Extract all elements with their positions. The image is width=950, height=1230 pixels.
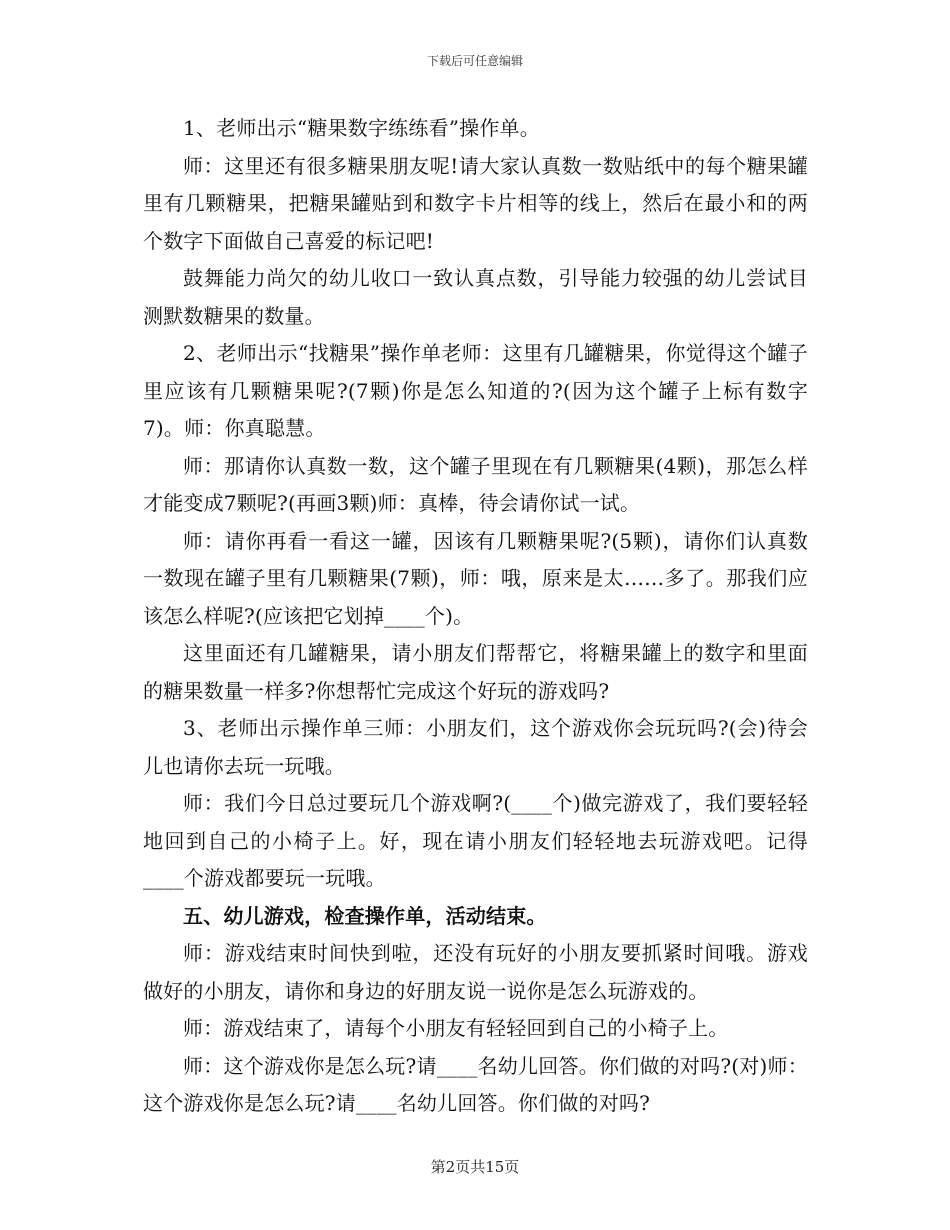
paragraph-5: 师：那请你认真数一数，这个罐子里现在有几颗糖果(4颗)，那怎么样才能变成7颗呢?(再画3颗)师：真棒，待会请你试一试。 bbox=[143, 453, 808, 515]
paragraph-2: 师：这里还有很多糖果朋友呢!请大家认真数一数贴纸中的每个糖果罐里有几颗糖果，把糖果罐贴到和数字卡片相等的线上，然后在最小和的两个数字下面做自己喜爱的标记吧! bbox=[143, 153, 808, 253]
paragraph-11: 师：游戏结束时间快到啦，还没有玩好的小朋友要抓紧时间哦。游戏做好的小朋友，请你和身边的好朋友说一说你是怎么玩游戏的。 bbox=[143, 941, 808, 1003]
paragraph-9: 师：我们今日总过要玩几个游戏啊?(____个)做完游戏了，我们要轻轻地回到自己的小椅子上。好，现在请小朋友们轻轻地去玩游戏吧。记得____个游戏都要玩一玩哦。 bbox=[143, 791, 808, 890]
page-header-note: 下载后可任意编辑 bbox=[426, 54, 523, 68]
paragraph-7: 这里面还有几罐糖果，请小朋友们帮帮它，将糖果罐上的数字和里面的糖果数量一样多?你想帮忙完成这个好玩的游戏吗? bbox=[143, 641, 808, 703]
paragraph-8: 3、老师出示操作单三师：小朋友们，这个游戏你会玩玩吗?(会)待会儿也请你去玩一玩哦。 bbox=[143, 716, 808, 778]
paragraph-13: 师：这个游戏你是怎么玩?请____名幼儿回答。你们做的对吗?(对)师：这个游戏你是怎么玩?请____名幼儿回答。你们做的对吗? bbox=[143, 1053, 808, 1115]
paragraph-12: 师：游戏结束了，请每个小朋友有轻轻回到自己的小椅子上。 bbox=[183, 1016, 729, 1040]
section-heading-5: 五、幼儿游戏，检查操作单，活动结束。 bbox=[183, 903, 547, 928]
paragraph-6: 师：请你再看一看这一罐，因该有几颗糖果呢?(5颗)，请你们认真数一数现在罐子里有几颗糖果(7颗)，师：哦，原来是太……多了。那我们应该怎么样呢?(应该把它划掉____个)。 bbox=[143, 528, 808, 628]
paragraph-1: 1、老师出示“糖果数字练练看”操作单。 bbox=[183, 116, 540, 140]
page-number: 第2页共15页 bbox=[430, 1158, 520, 1176]
paragraph-3: 鼓舞能力尚欠的幼儿收口一致认真点数，引导能力较强的幼儿尝试目测默数糖果的数量。 bbox=[143, 266, 808, 328]
paragraph-4: 2、老师出示“找糖果”操作单老师：这里有几罐糖果，你觉得这个罐子里应该有几颗糖果呢?(7颗)你是怎么知道的?(因为这个罐子上标有数字7)。师：你真聪慧。 bbox=[143, 341, 808, 440]
document-body bbox=[143, 110, 808, 1123]
